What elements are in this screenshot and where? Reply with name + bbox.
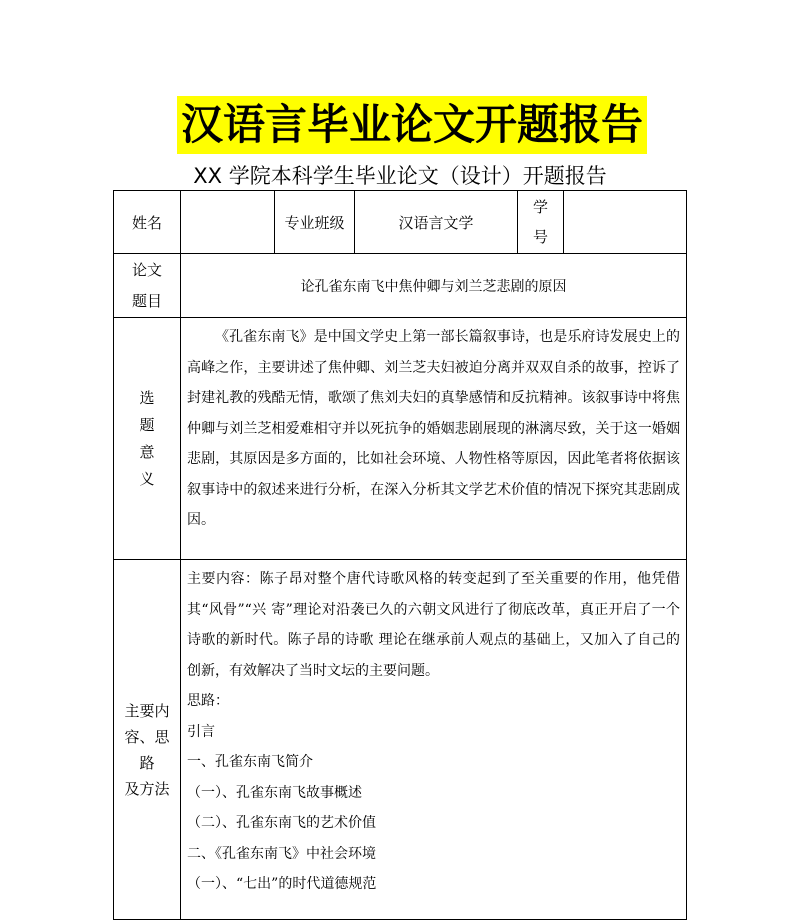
significance-label-char-3: 意 [139, 442, 155, 461]
outline-item: 思路： [187, 693, 229, 709]
content-label-line-2: 容、思 [124, 727, 170, 746]
content-method-label [114, 560, 181, 920]
row-content-method [114, 560, 687, 920]
content-label-line-1: 主要内 [124, 701, 170, 720]
significance-label [114, 318, 181, 560]
outline-item: （一）、“七出”的时代道德规范 [187, 876, 377, 892]
topic-value[interactable]: 论孔雀东南飞中焦仲卿与刘兰芝悲剧的原因 [181, 254, 687, 318]
content-intro: 主要内容：陈子昂对整个唐代诗歌风格的转变起到了至关重要的作用，他凭借其“风骨”“兴 寄”理论对沿袭已久的六朝文风进行了彻底改革，真正开启了一个诗歌的新时代。陈子昂的诗歌 理论在继承前人观点的基础上，又加入了自己的创新，有效解决了当时文坛的主要问题。 [187, 571, 680, 679]
name-label: 姓名 [114, 191, 181, 254]
topic-label [114, 254, 181, 318]
student-id-label [518, 191, 564, 254]
content-method-content[interactable] [181, 560, 687, 920]
outline-item: 二、《孔雀东南飞》中社会环境 [187, 845, 376, 862]
topic-label-line-2: 题目 [131, 291, 162, 310]
outline-list [181, 686, 686, 900]
content-label-line-4: 及方法 [124, 779, 170, 798]
outline-item: （二）、孔雀东南飞的艺术价值 [187, 815, 376, 831]
student-id-label-char-1: 学 [532, 197, 548, 216]
outline-item: 引言 [187, 723, 215, 740]
main-title: 汉语言毕业论文开题报告 [177, 96, 647, 154]
outline-item: 一、孔雀东南飞简介 [187, 754, 313, 770]
row-basic-info [114, 191, 687, 254]
row-topic [114, 254, 687, 318]
major-class-value[interactable]: 汉语言文学 [355, 191, 518, 254]
topic-label-line-1: 论文 [131, 261, 162, 279]
student-id-label-char-2: 号 [532, 228, 548, 246]
significance-label-char-4: 义 [139, 469, 155, 488]
significance-label-char-1: 选 [139, 388, 155, 407]
proposal-form-table [113, 190, 687, 920]
report-subtitle: XX 学院本科学生毕业论文（设计）开题报告 [193, 164, 607, 188]
outline-item: （一）、孔雀东南飞故事概述 [187, 784, 362, 801]
significance-text: 《孔雀东南飞》是中国文学史上第一部长篇叙事诗，也是乐府诗发展史上的高峰之作，主要讲述了焦仲卿、刘兰芝夫妇被迫分离并双双自杀的故事，控诉了封建礼教的残酷无情，歌颂了焦刘夫妇的真挚感情和反抗精神。该叙事诗中将焦仲卿与刘兰芝相爱难相守并以死抗争的婚姻悲剧展现的淋漓尽致，关于这一婚姻悲剧，其原因是多方面的，比如社会环境、人物性格等原因，因此笔者将依据该叙事诗中的叙述来进行分析，在深入分析其文学艺术价值的情况下探究其悲剧成因。 [187, 329, 680, 528]
row-significance [114, 318, 687, 560]
significance-content[interactable] [181, 318, 687, 560]
content-label-line-3: 路 [139, 753, 155, 772]
major-class-label: 专业班级 [275, 191, 355, 254]
name-field[interactable] [181, 191, 275, 254]
significance-label-char-2: 题 [139, 415, 155, 434]
student-id-field[interactable] [564, 191, 687, 254]
